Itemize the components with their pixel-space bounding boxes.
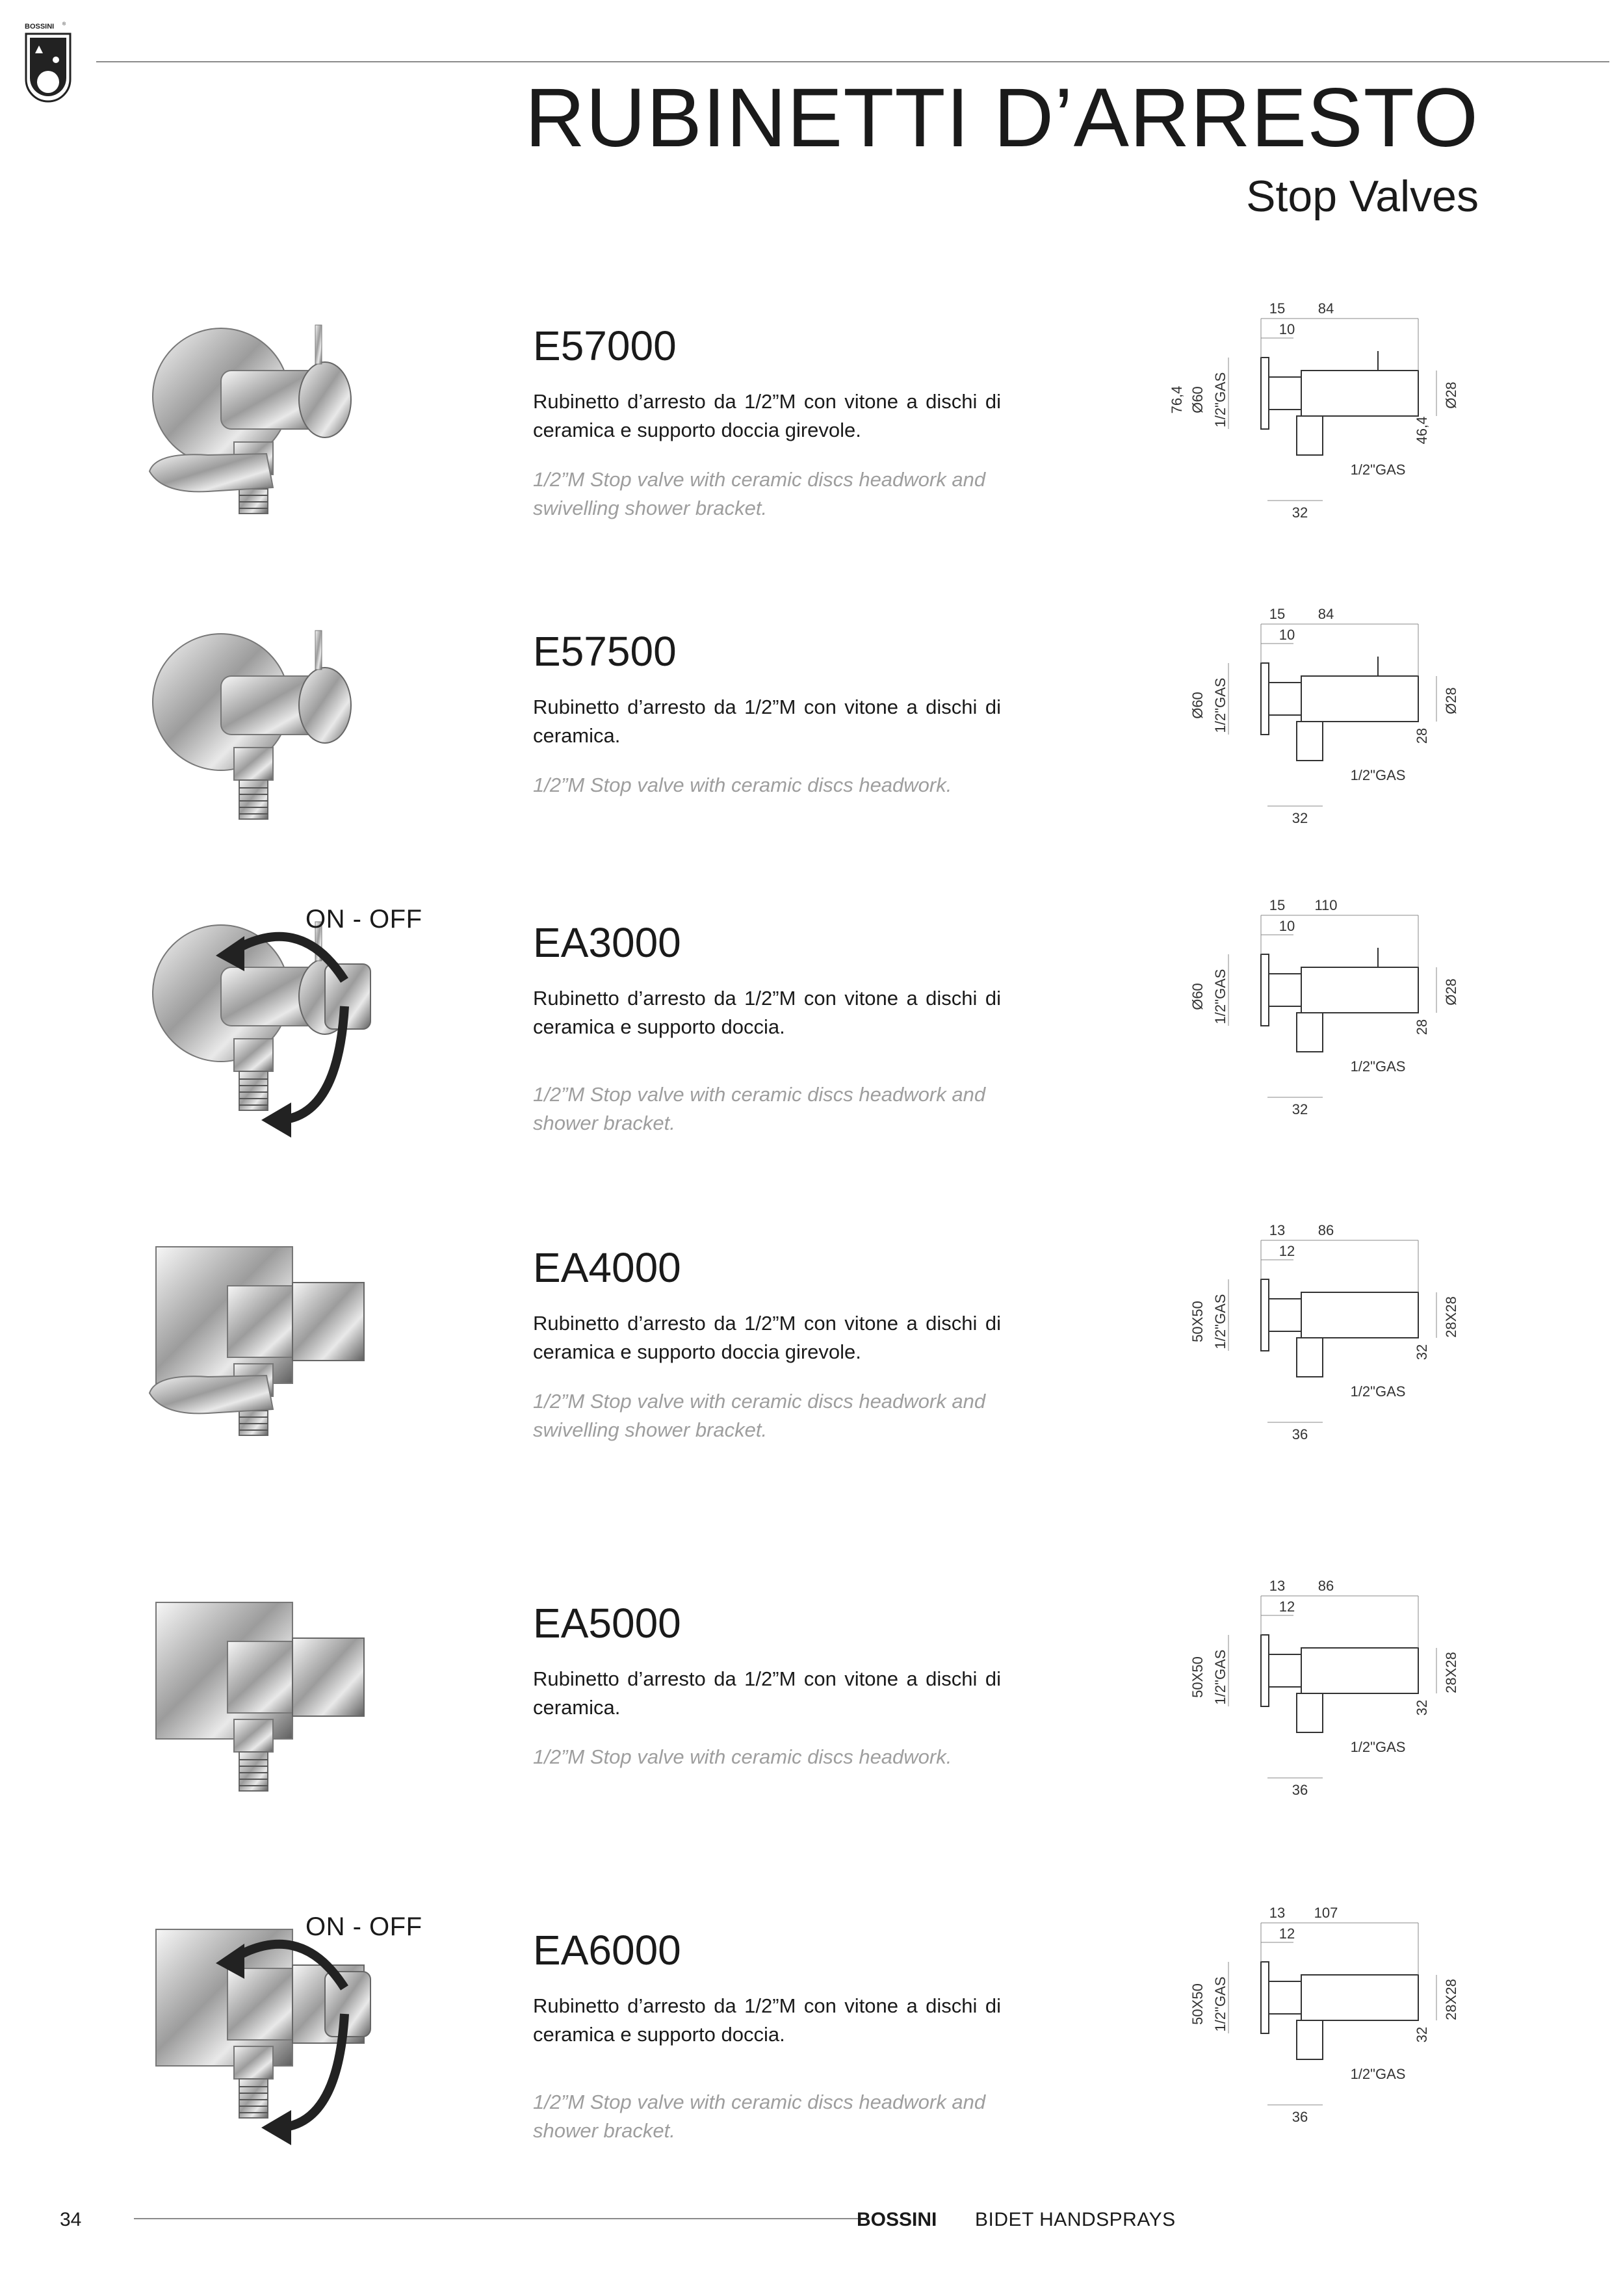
description-english: 1/2”M Stop valve with ceramic discs headwork and shower bracket. — [533, 2091, 986, 2142]
description-english: 1/2”M Stop valve with ceramic discs headwork and swivelling shower bracket. — [533, 468, 986, 519]
dim-label-gas: 1/2"GAS — [1212, 372, 1228, 428]
body-outline — [1269, 377, 1301, 410]
dim-label-a: 13 — [1269, 1578, 1286, 1594]
dim-label-diameter: Ø28 — [1443, 382, 1459, 409]
description-italian: Rubinetto d’arresto da 1/2”M con vitone a dischi di ceramica e supporto doccia. — [533, 987, 1001, 1038]
plate-outline — [1261, 663, 1269, 735]
valve-knob — [292, 1283, 364, 1361]
dim-label-c: 10 — [1279, 627, 1295, 643]
dim-label-height: 76,4 — [1169, 385, 1185, 414]
dim-label-b: 84 — [1318, 606, 1334, 622]
dim-label-plate: Ø60 — [1189, 983, 1206, 1010]
knob-outline — [1301, 371, 1418, 416]
dim-label-gas: 1/2"GAS — [1212, 677, 1228, 733]
product-photo — [130, 1903, 435, 2189]
description-italian: Rubinetto d’arresto da 1/2”M con vitone a dischi di ceramica. — [533, 1667, 1001, 1719]
dim-label-c: 10 — [1279, 321, 1295, 337]
dim-label-diameter: 28X28 — [1443, 1652, 1459, 1693]
product-row — [0, 1578, 1623, 1927]
dim-label-outlet: 1/2"GAS — [1350, 2066, 1406, 2082]
dim-label-b: 86 — [1318, 1578, 1334, 1594]
footer-rule — [134, 2218, 859, 2219]
outlet-neck — [234, 2046, 273, 2079]
outlet-outline — [1297, 1338, 1323, 1377]
dim-label-diameter: 28X28 — [1443, 1979, 1459, 2020]
bossini-logo — [23, 20, 73, 104]
plate-outline — [1261, 1279, 1269, 1351]
plate-outline — [1261, 954, 1269, 1026]
dim-label-a: 15 — [1269, 606, 1286, 622]
on-off-label: ON - OFF — [305, 905, 422, 933]
dim-label-gas: 1/2"GAS — [1212, 1976, 1228, 2032]
body-outline — [1269, 1981, 1301, 2014]
product-photo — [130, 605, 435, 891]
dim-label-outlet: 1/2"GAS — [1350, 1739, 1406, 1755]
registered-mark: ® — [62, 22, 66, 27]
body-outline — [1269, 1299, 1301, 1331]
product-code: EA4000 — [533, 1244, 681, 1291]
dim-label-b: 110 — [1314, 897, 1338, 913]
body-outline — [1269, 974, 1301, 1006]
knob-outline — [1301, 1975, 1418, 2020]
dim-label-c: 12 — [1279, 1925, 1295, 1942]
outlet-outline — [1297, 1693, 1323, 1732]
dim-label-b: 107 — [1314, 1905, 1338, 1921]
dim-label-offset: 32 — [1292, 504, 1308, 521]
page-subtitle: Stop Valves — [1246, 172, 1479, 221]
dim-label-gas: 1/2"GAS — [1212, 969, 1228, 1024]
dim-label-side: 46,4 — [1414, 416, 1430, 445]
dim-label-gas: 1/2"GAS — [1212, 1294, 1228, 1350]
dim-label-outlet: 1/2"GAS — [1350, 767, 1406, 783]
product-photo — [130, 896, 435, 1182]
shower-bracket — [149, 1376, 273, 1413]
dim-label-a: 13 — [1269, 1222, 1286, 1238]
dim-label-c: 12 — [1279, 1598, 1295, 1615]
technical-drawing — [1163, 883, 1469, 1130]
dim-label-side: 28 — [1414, 727, 1430, 744]
product-row — [0, 1222, 1623, 1572]
dim-label-c: 10 — [1279, 918, 1295, 934]
dim-label-offset: 32 — [1292, 810, 1308, 826]
valve-knob — [299, 668, 351, 743]
valve-knob — [292, 1638, 364, 1716]
description-english: 1/2”M Stop valve with ceramic discs headwork. — [533, 1745, 952, 1768]
product-code: E57000 — [533, 322, 677, 369]
dim-label-b: 84 — [1318, 300, 1334, 317]
footer-section: BIDET HANDSPRAYS — [975, 2209, 1176, 2230]
description-english: 1/2”M Stop valve with ceramic discs headwork and swivelling shower bracket. — [533, 1390, 986, 1441]
product-photo — [130, 299, 435, 585]
plate-outline — [1261, 1962, 1269, 2033]
dim-label-offset: 36 — [1292, 2109, 1308, 2125]
dim-label-diameter: 28X28 — [1443, 1296, 1459, 1338]
dim-label-plate: 50X50 — [1189, 1301, 1206, 1342]
dim-label-a: 15 — [1269, 897, 1286, 913]
dim-label-plate: 50X50 — [1189, 1656, 1206, 1698]
technical-drawing — [1163, 286, 1469, 533]
dim-label-side: 32 — [1414, 1344, 1430, 1361]
dim-label-offset: 32 — [1292, 1101, 1308, 1117]
technical-drawing — [1163, 1563, 1469, 1810]
dim-label-b: 86 — [1318, 1222, 1334, 1238]
shower-bracket — [149, 454, 273, 491]
page-number: 34 — [60, 2209, 82, 2230]
logo-wordmark: BOSSINI — [25, 23, 55, 31]
valve-knob — [299, 362, 351, 437]
outlet-outline — [1297, 722, 1323, 761]
outlet-outline — [1297, 2020, 1323, 2059]
technical-drawing — [1163, 1208, 1469, 1455]
dim-label-plate: Ø60 — [1189, 692, 1206, 719]
product-code: EA3000 — [533, 919, 681, 966]
description-italian: Rubinetto d’arresto da 1/2”M con vitone a dischi di ceramica. — [533, 696, 1001, 747]
plate-outline — [1261, 1635, 1269, 1706]
page-title: RUBINETTI D’ARRESTO — [525, 72, 1479, 164]
technical-drawing — [1163, 592, 1469, 839]
outlet-neck — [234, 1719, 273, 1752]
dim-label-side: 32 — [1414, 1699, 1430, 1716]
technical-drawing — [1163, 1890, 1469, 2137]
dim-label-diameter: Ø28 — [1443, 978, 1459, 1006]
product-row — [0, 1905, 1623, 2254]
on-off-label: ON - OFF — [305, 1912, 422, 1941]
knob-outline — [1301, 676, 1418, 722]
dim-label-diameter: Ø28 — [1443, 687, 1459, 714]
knob-outline — [1301, 1292, 1418, 1338]
dim-label-gas: 1/2"GAS — [1212, 1649, 1228, 1705]
product-photo — [130, 1221, 435, 1507]
plate-outline — [1261, 358, 1269, 429]
dim-label-a: 15 — [1269, 300, 1286, 317]
product-code: EA6000 — [533, 1927, 681, 1974]
dim-label-a: 13 — [1269, 1905, 1286, 1921]
dim-label-offset: 36 — [1292, 1782, 1308, 1798]
dim-label-plate: 50X50 — [1189, 1983, 1206, 2025]
description-italian: Rubinetto d’arresto da 1/2”M con vitone a dischi di ceramica e supporto doccia girevole. — [533, 390, 1001, 441]
dim-label-plate: Ø60 — [1189, 386, 1206, 413]
body-outline — [1269, 1654, 1301, 1687]
description-italian: Rubinetto d’arresto da 1/2”M con vitone a dischi di ceramica e supporto doccia. — [533, 1994, 1001, 2046]
dim-label-offset: 36 — [1292, 1426, 1308, 1442]
knob-outline — [1301, 1648, 1418, 1693]
description-italian: Rubinetto d’arresto da 1/2”M con vitone a dischi di ceramica e supporto doccia girevole. — [533, 1312, 1001, 1363]
outlet-neck — [234, 1039, 273, 1071]
description-english: 1/2”M Stop valve with ceramic discs headwork and shower bracket. — [533, 1083, 986, 1134]
product-code: E57500 — [533, 628, 677, 675]
outlet-outline — [1297, 416, 1323, 455]
description-english: 1/2”M Stop valve with ceramic discs headwork. — [533, 774, 952, 796]
dim-label-c: 12 — [1279, 1243, 1295, 1259]
header-rule — [96, 61, 1609, 62]
footer-brand: BOSSINI — [857, 2209, 937, 2230]
dim-label-side: 28 — [1414, 1019, 1430, 1036]
product-row — [0, 897, 1623, 1247]
product-photo — [130, 1576, 435, 1862]
dim-label-outlet: 1/2"GAS — [1350, 1383, 1406, 1400]
knob-outline — [1301, 967, 1418, 1013]
lever-pin — [315, 631, 322, 670]
body-outline — [1269, 683, 1301, 715]
dim-label-outlet: 1/2"GAS — [1350, 1058, 1406, 1075]
dim-label-side: 32 — [1414, 2026, 1430, 2043]
outlet-outline — [1297, 1013, 1323, 1052]
outlet-neck — [234, 748, 273, 780]
lever-pin — [315, 325, 322, 364]
dim-label-outlet: 1/2"GAS — [1350, 462, 1406, 478]
product-code: EA5000 — [533, 1600, 681, 1647]
